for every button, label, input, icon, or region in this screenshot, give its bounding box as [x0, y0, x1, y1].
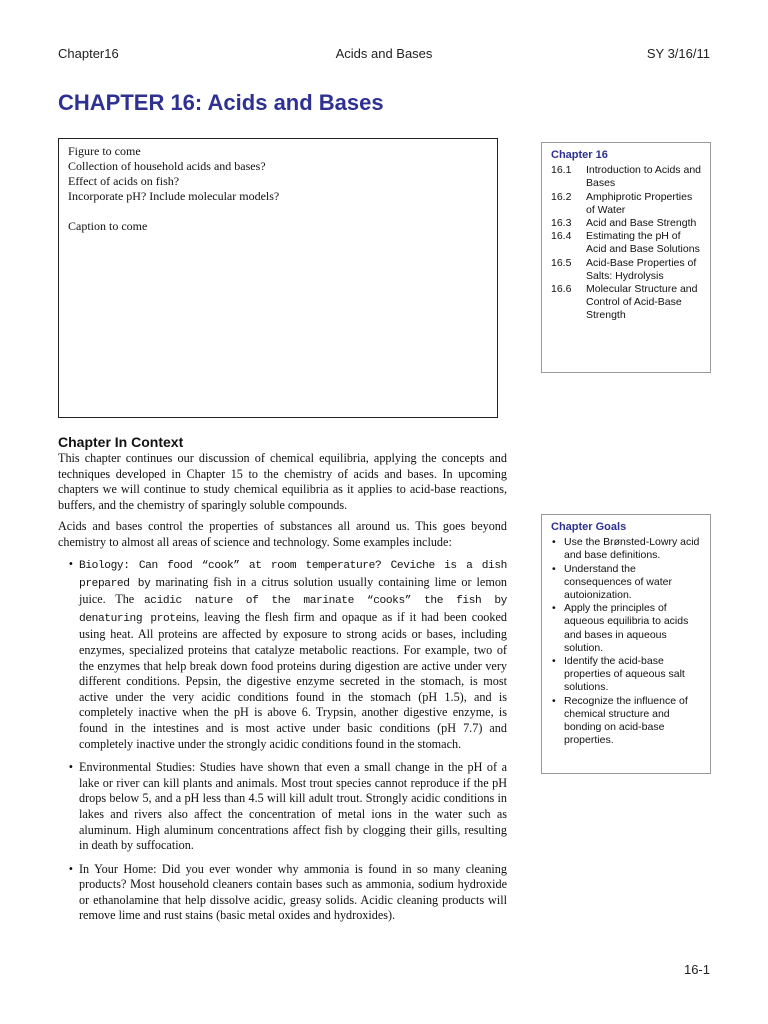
biology-mono: acidic nature of the marinate “cooks” the fish by denaturing prote [79, 595, 507, 625]
bullet-icon: • [552, 655, 556, 668]
toc-item-label: Introduction to Acids and Bases [586, 164, 701, 190]
toc-item-label: Molecular Structure and Control of Acid-Base Strength [586, 283, 698, 322]
chapter-toc-sidebar [541, 142, 711, 373]
figure-line: Figure to come [68, 144, 141, 158]
toc-item [551, 191, 702, 217]
goal-item [551, 695, 704, 748]
toc-item-number: 16.6 [551, 283, 572, 296]
bullet-icon: • [552, 602, 556, 615]
toc-item [551, 164, 702, 190]
figure-line [68, 204, 488, 219]
header-title: Acids and Bases [335, 46, 433, 61]
toc-item-number: 16.2 [551, 190, 572, 203]
section-heading: Chapter In Context [58, 434, 184, 450]
bullet-icon: • [68, 760, 73, 775]
figure-line: Collection of household acids and bases? [68, 159, 266, 173]
goal-text: Apply the principles of aqueous equilibria to acids and bases in aqueous solution. [564, 602, 689, 654]
environmental-example: Environmental Studies: Studies have shown that even a small change in the pH of a lake or river can kill plants and animals. Most trout species cannot reproduce if the pH drops below 5, and a pH less than 4.5 will kill adult trout. Strongly acidic conditions in lakes and rivers also affect the concentration of metal ions in the water such as aluminum. High aluminum concentrations affect fish by clogging their gills, resulting in death by suffocation. [79, 760, 507, 853]
bullet-icon: • [68, 861, 73, 876]
toc-item-number: 16.4 [551, 230, 572, 243]
goal-item [551, 602, 704, 655]
examples-list [58, 557, 507, 932]
header-chapter: Chapter16 [58, 46, 119, 61]
toc-item [551, 257, 702, 283]
biology-lead: Biology: Can food “cook” at room temperature? Ceviche is a dish prepared by [79, 560, 507, 590]
toc-item-label: Amphiprotic Properties of Water [586, 190, 693, 216]
toc-item [551, 283, 702, 323]
header-date: SY 3/16/11 [646, 46, 710, 61]
goal-text: Identify the acid-base properties of aqueous salt solutions. [564, 655, 685, 694]
goal-text: Use the Brønsted-Lowry acid and base definitions. [564, 536, 700, 562]
goals-title: Chapter Goals [551, 521, 627, 533]
figure-placeholder [58, 138, 498, 418]
goal-item [551, 563, 704, 603]
bullet-icon: • [68, 557, 73, 571]
goal-item [551, 536, 704, 562]
bullet-icon: • [552, 536, 556, 549]
goal-text: Recognize the influence of chemical structure and bonding on acid-base properties. [564, 694, 688, 747]
biology-mid: marinating fish in a citrus solution usually containing lime or lemon juice. The [79, 574, 508, 607]
home-example: In Your Home: Did you ever wonder why ammonia is found in so many cleaning products? Most household cleaners contain bases such as ammonia, sodium hydroxide or ethanolamine that help dissolve acidic, greasy solids. Acidic cleaning products will remove lime and rust stains (basic metal oxides and hydroxides). [79, 861, 507, 923]
toc-item-number: 16.1 [551, 164, 572, 177]
chapter-title: CHAPTER 16: Acids and Bases [58, 90, 384, 115]
biology-rest: ins, leaving the flesh firm and opaque as if it had been cooked using heat. All proteins are affected by exposure to strong acids or bases, including enzymes, specialized proteins that catalyze metabolic reactions. For example, two of the enzymes that help break down food proteins during digestion are active under very different conditions. Pepsin, the digestive enzyme secreted in the stomach, is most active under the very acidic conditions found in the stomach (pH 1.5), and is completely inactive when the pH is above 6. Trypsin, another digestive enzyme, is found in the intestines and is most active under basic conditions (pH 7.7) and completely inactive under the strongly acidic conditions found in the stomach. [79, 609, 507, 751]
toc-item [551, 230, 702, 256]
chapter-goals-sidebar [541, 514, 711, 774]
figure-line: Incorporate pH? Include molecular models? [68, 189, 280, 203]
bullet-icon: • [552, 694, 556, 707]
biology-example [79, 557, 507, 752]
list-item [58, 862, 507, 924]
toc-item-label: Estimating the pH of Acid and Base Solutions [586, 230, 700, 256]
toc-item-number: 16.5 [551, 256, 572, 269]
toc-item-number: 16.3 [551, 217, 572, 230]
context-paragraph: This chapter continues our discussion of chemical equilibria, applying the concepts and techniques developed in Chapter 15 to the chemistry of acids and bases. In upcoming chapters we will continue to study chemical equilibria as it applies to acid-base reactions, buffers, and the chemistry of sparingly soluble compounds. [58, 451, 507, 512]
figure-line: Effect of acids on fish? [68, 174, 180, 188]
toc-item-label: Acid and Base Strength [586, 217, 697, 230]
goal-text: Understand the consequences of water autoionization. [564, 562, 672, 602]
toc-item-label: Acid-Base Properties of Salts: Hydrolysis [586, 256, 697, 282]
list-item [58, 557, 507, 752]
context-paragraph: Acids and bases control the properties of substances all around us. This goes beyond chemistry to almost all areas of science and technology. Some examples include: [58, 519, 507, 549]
toc-title: Chapter 16 [551, 149, 608, 161]
toc-item [551, 217, 702, 230]
figure-caption: Caption to come [68, 219, 148, 233]
list-item [58, 760, 507, 854]
page-number: 16-1 [683, 962, 710, 977]
bullet-icon: • [552, 562, 556, 575]
goal-item [551, 655, 704, 695]
